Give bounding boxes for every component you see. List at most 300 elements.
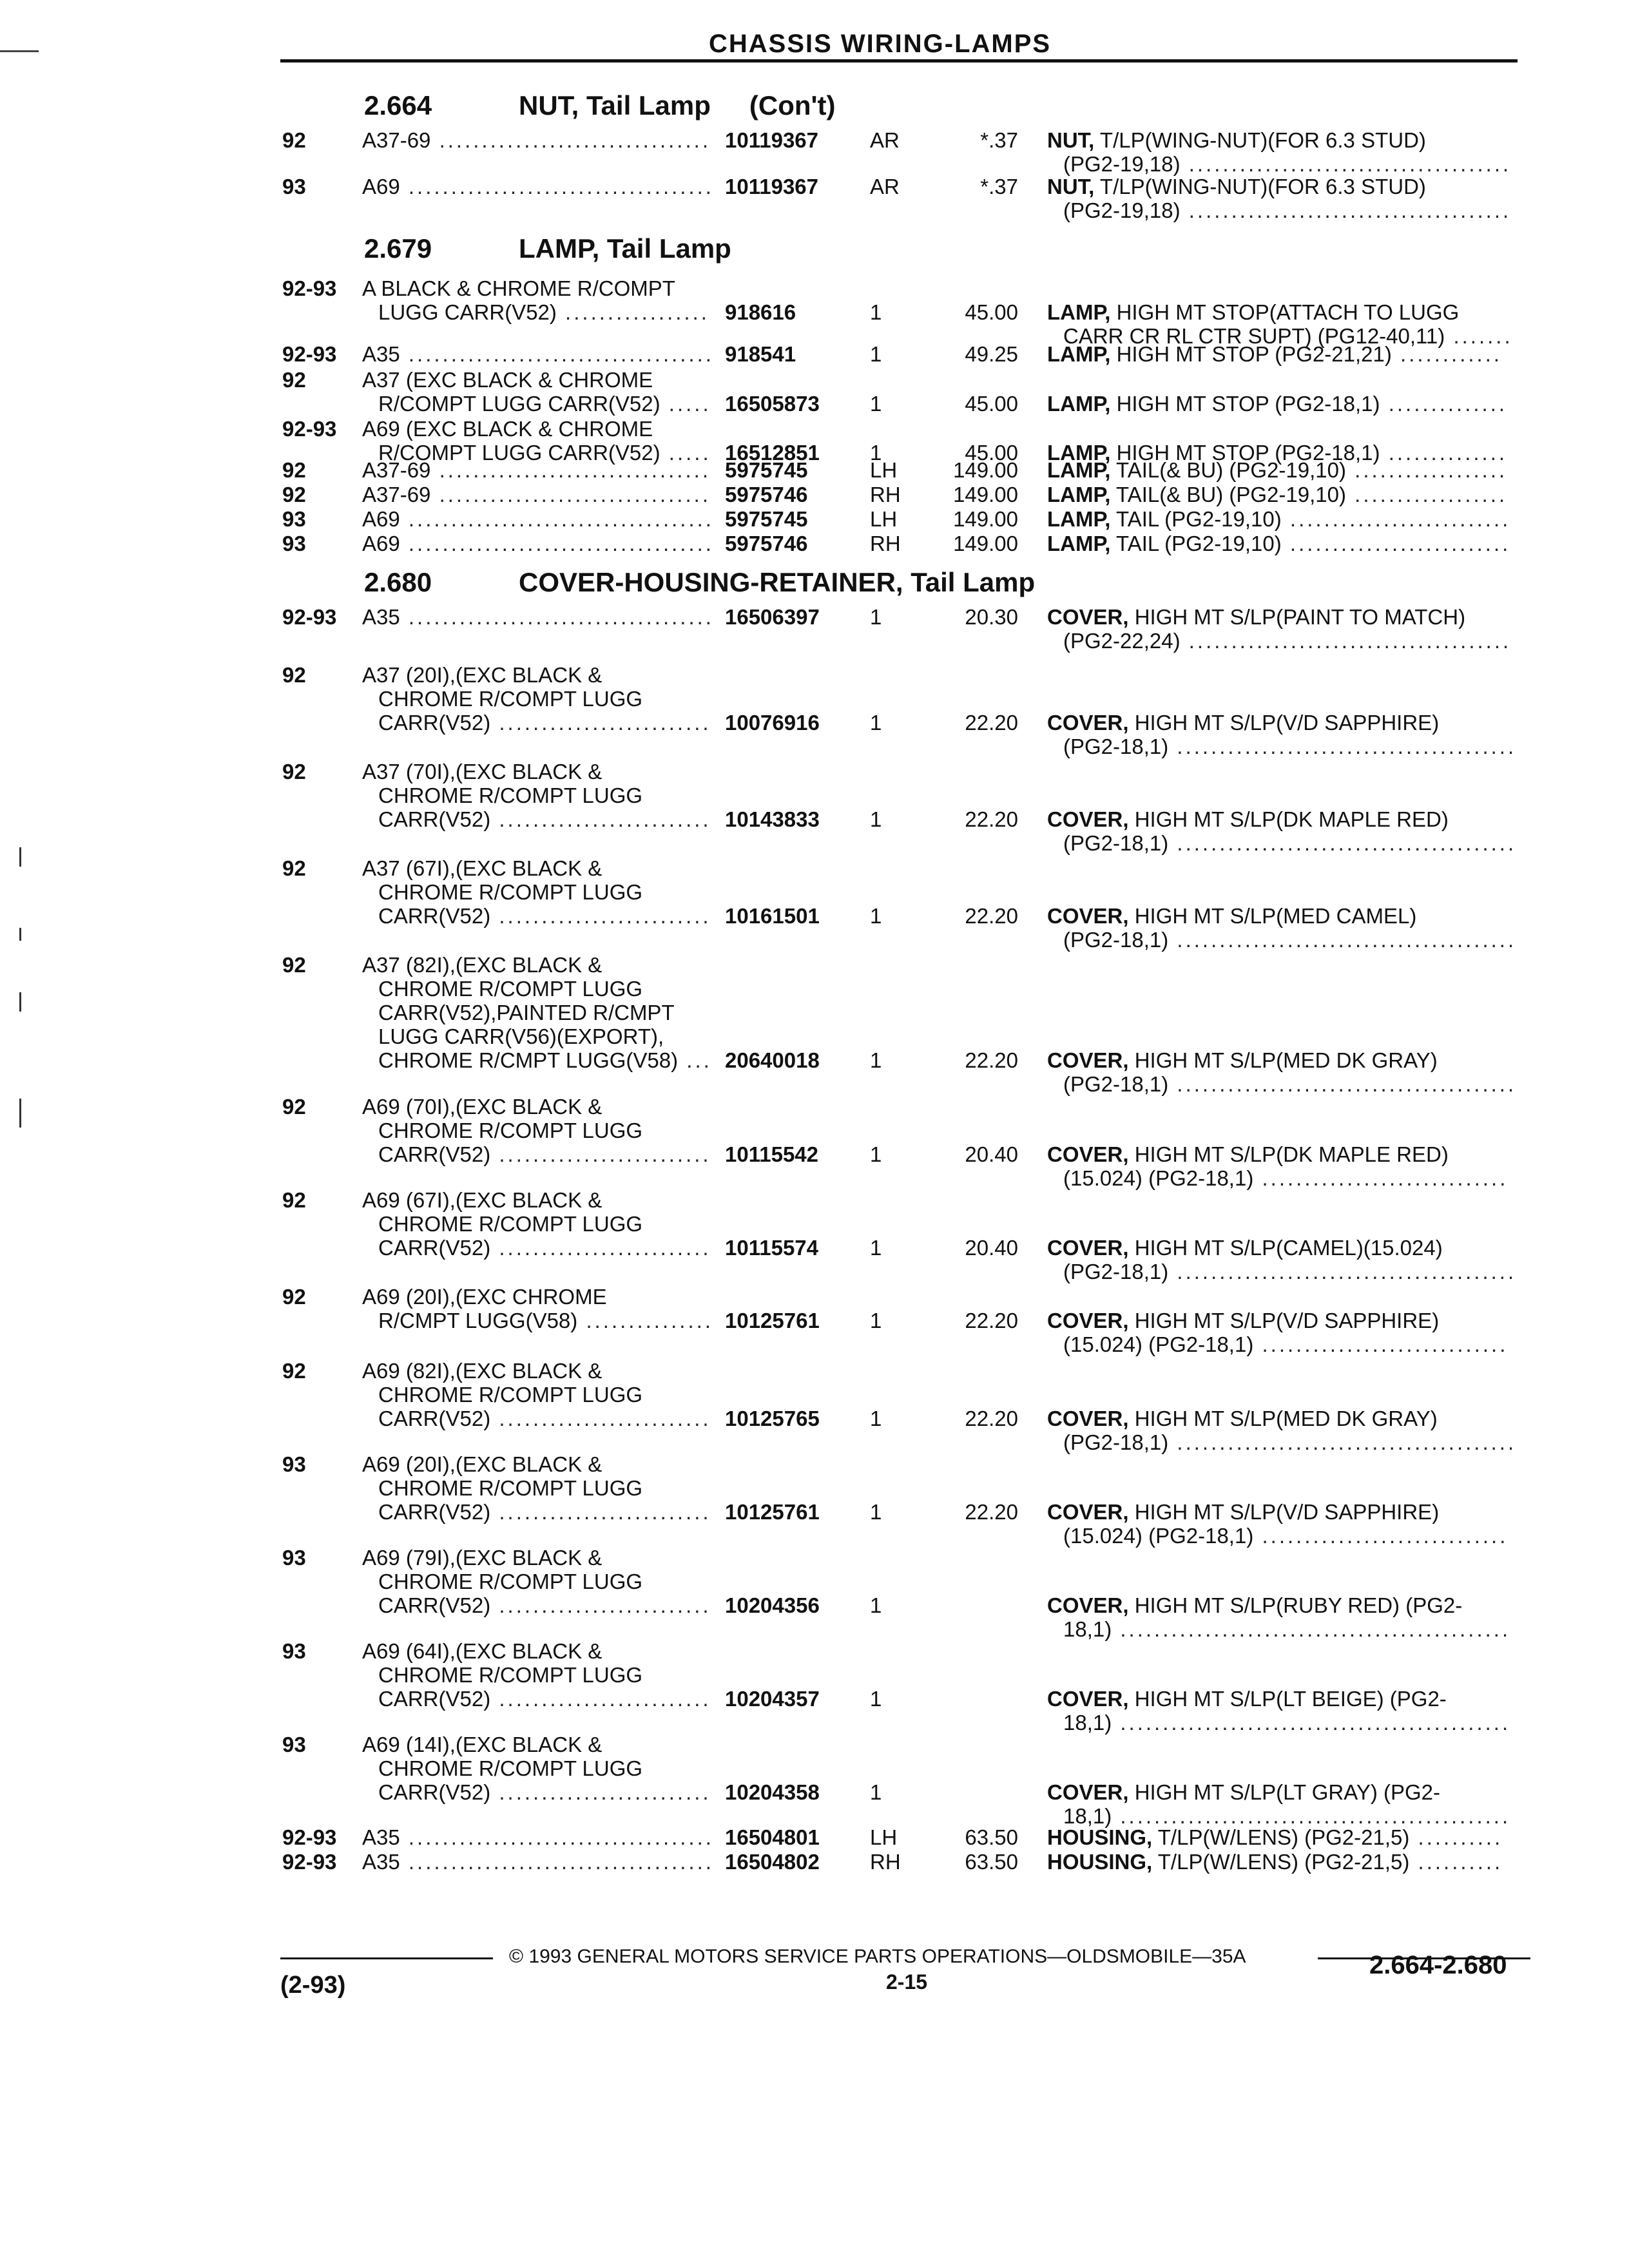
model-year: 92 (282, 663, 306, 687)
description-keyword: LAMP, (1047, 507, 1111, 531)
leader-dots: ......................... (490, 904, 711, 928)
leader-dots: ......................... (490, 1236, 711, 1260)
price: 20.30 (965, 605, 1018, 629)
model-line (362, 175, 714, 198)
model-line (362, 369, 653, 392)
leader-dots: .................................... (400, 507, 714, 531)
quantity: 1 (870, 1142, 882, 1166)
model-year: 92 (282, 760, 306, 783)
margin-mark (19, 847, 21, 867)
part-number: 10125761 (725, 1309, 820, 1332)
description-text: HIGH MT S/LP(MED CAMEL) (1134, 904, 1417, 928)
description-keyword: COVER, (1047, 904, 1129, 928)
part-number: 16506397 (725, 605, 820, 629)
description-keyword: LAMP, (1047, 532, 1111, 555)
leader-dots: .................. (1345, 483, 1508, 506)
leader-dots: ......................... (490, 1407, 711, 1430)
model-year: 92 (282, 1359, 306, 1383)
description-line (1063, 153, 1511, 176)
quantity: 1 (870, 605, 882, 629)
model-line (362, 1095, 602, 1119)
quantity: LH (870, 458, 898, 482)
leader-dots: ......................... (490, 1593, 711, 1617)
model-text: CHROME R/COMPT LUGG (378, 783, 643, 807)
leader-dots: .................. (1345, 458, 1508, 482)
description-text: HIGH MT S/LP(V/D SAPPHIRE) (1134, 711, 1440, 735)
description-text: TAIL(& BU) (PG2-19,10) (1115, 483, 1346, 506)
model-text: A37-69 (362, 483, 431, 506)
description-text: HIGH MT S/LP(LT BEIGE) (PG2- (1134, 1687, 1447, 1711)
leader-dots: ......................... (490, 1142, 711, 1166)
model-line (362, 129, 711, 152)
model-year: 92 (282, 483, 306, 506)
margin-mark (0, 50, 39, 52)
description-text: (15.024) (PG2-18,1) (1063, 1524, 1254, 1548)
description-line (1063, 1805, 1510, 1828)
quantity: LH (870, 507, 898, 531)
leader-dots: .............. (1380, 392, 1508, 416)
description-text: HIGH MT S/LP(DK MAPLE RED) (1134, 807, 1449, 831)
description-keyword: COVER, (1047, 1593, 1129, 1617)
description-text: HIGH MT S/LP(MED DK GRAY) (1134, 1407, 1438, 1430)
price: 20.40 (965, 1142, 1018, 1166)
description-text: HIGH MT S/LP(PAINT TO MATCH) (1134, 605, 1466, 629)
leader-dots: ................................ (430, 128, 711, 152)
model-line (378, 1213, 642, 1236)
price: 149.00 (953, 507, 1018, 531)
leader-dots: .............................................. (1112, 1804, 1511, 1828)
description-keyword: HOUSING, (1047, 1825, 1153, 1849)
description-text: 18,1) (1063, 1711, 1112, 1735)
description-line (1063, 1618, 1510, 1641)
description-line (1047, 1687, 1447, 1711)
description-line (1047, 175, 1426, 198)
quantity: 1 (870, 1407, 882, 1430)
model-line (378, 1001, 675, 1024)
model-text: CHROME R/COMPT LUGG (378, 1212, 643, 1236)
price: 45.00 (965, 441, 1018, 465)
description-keyword: COVER, (1047, 1407, 1129, 1430)
leader-dots: ........................................ (1168, 1430, 1517, 1454)
description-line (1047, 459, 1507, 482)
price: *.37 (980, 128, 1018, 152)
description-line (1047, 532, 1510, 555)
description-line (1063, 735, 1516, 758)
model-text: CARR(V52) (378, 1687, 491, 1711)
footer-page-number: 2-15 (886, 1970, 928, 1994)
model-line (362, 606, 714, 629)
price: 22.20 (965, 807, 1018, 831)
leader-dots: ...................................... (1180, 152, 1512, 176)
model-text: A69 (20I),(EXC CHROME (362, 1285, 607, 1309)
model-line (378, 1781, 711, 1804)
leader-dots: ............................. (1253, 1332, 1509, 1356)
leader-dots: ...................................... (1180, 198, 1512, 222)
description-text: HIGH MT S/LP(V/D SAPPHIRE) (1134, 1500, 1440, 1524)
price: 22.20 (965, 904, 1018, 928)
model-text: A35 (362, 342, 400, 366)
quantity: 1 (870, 904, 882, 928)
model-text: CARR(V52) (378, 1236, 491, 1260)
part-number: 10119367 (725, 175, 819, 198)
part-number: 10143833 (725, 807, 820, 831)
description-keyword: LAMP, (1047, 458, 1111, 482)
description-text: (PG2-18,1) (1063, 928, 1169, 952)
part-number: 10204357 (725, 1687, 820, 1711)
section-number: 2.679 (364, 233, 432, 264)
model-text: CHROME R/COMPT LUGG (378, 687, 643, 711)
model-text: CARR(V52) (378, 711, 491, 735)
leader-dots: .................................... (400, 1825, 714, 1849)
model-year: 92-93 (282, 342, 337, 366)
model-line (378, 1383, 642, 1407)
model-text: A37 (70I),(EXC BLACK & (362, 760, 602, 783)
model-text: A37 (82I),(EXC BLACK & (362, 953, 602, 977)
leader-dots: .................................... (400, 1850, 714, 1874)
model-line (378, 711, 711, 735)
section-number: 2.664 (364, 90, 432, 120)
model-year: 93 (282, 507, 306, 531)
description-text: HIGH MT STOP (PG2-21,21) (1116, 342, 1392, 366)
part-number: 10115574 (725, 1236, 819, 1260)
leader-dots: ......................... (490, 1780, 711, 1804)
model-text: A35 (362, 605, 400, 629)
description-line (1063, 1260, 1516, 1283)
description-line (1063, 1431, 1516, 1454)
model-text: CHROME R/COMPT LUGG (378, 1119, 643, 1142)
quantity: 1 (870, 1687, 882, 1711)
footer-copyright: © 1993 GENERAL MOTORS SERVICE PARTS OPERATIONS—OLDSMOBILE—35A (509, 1946, 1246, 1967)
quantity: RH (870, 483, 901, 506)
model-year: 92 (282, 1188, 306, 1212)
margin-mark (19, 992, 21, 1012)
model-text: A69 (64I),(EXC BLACK & (362, 1639, 602, 1663)
description-line (1047, 711, 1439, 735)
description-text: TAIL (PG2-19,10) (1115, 507, 1282, 531)
price: 149.00 (953, 483, 1018, 506)
price: 63.50 (965, 1850, 1018, 1874)
quantity: 1 (870, 1236, 882, 1260)
model-text: A37-69 (362, 458, 431, 482)
price: 149.00 (953, 532, 1018, 555)
description-line (1047, 343, 1502, 366)
description-text: (PG2-18,1) (1063, 1072, 1169, 1096)
quantity: 1 (870, 711, 882, 735)
description-line (1047, 508, 1510, 531)
leader-dots: .................................... (400, 532, 714, 555)
model-year: 92 (282, 1285, 306, 1309)
description-line (1047, 483, 1507, 506)
footer-date: (2-93) (280, 1972, 346, 1999)
price: 22.20 (965, 1407, 1018, 1430)
part-number: 10204358 (725, 1780, 820, 1804)
description-keyword: COVER, (1047, 1687, 1129, 1711)
description-line (1047, 392, 1507, 416)
model-line (378, 1664, 642, 1687)
leader-dots: ......................... (490, 1500, 711, 1524)
model-text: CARR(V52) (378, 1142, 491, 1166)
description-text: TAIL(& BU) (PG2-19,10) (1115, 458, 1346, 482)
description-line (1063, 1073, 1516, 1096)
description-line (1047, 1826, 1503, 1849)
description-line (1047, 1850, 1503, 1874)
model-year: 92-93 (282, 417, 337, 441)
margin-mark (19, 928, 21, 941)
description-line (1063, 1524, 1508, 1548)
model-text: CHROME R/COMPT LUGG (378, 1756, 643, 1780)
model-line (362, 1285, 607, 1309)
model-text: A37-69 (362, 128, 431, 152)
leader-dots: ............................. (1253, 1524, 1509, 1548)
model-text: A BLACK & CHROME R/COMPT (362, 276, 675, 300)
model-year: 93 (282, 532, 306, 555)
leader-dots: .......................... (1281, 507, 1511, 531)
quantity: AR (870, 128, 900, 152)
model-line (378, 1687, 711, 1711)
price: 49.25 (965, 342, 1018, 366)
price: 20.40 (965, 1236, 1018, 1260)
section-suffix: (Con't) (749, 90, 836, 120)
description-text: HIGH MT S/LP(LT GRAY) (PG2- (1134, 1780, 1440, 1804)
description-text: (PG2-18,1) (1063, 735, 1169, 758)
model-line (362, 508, 714, 531)
model-line (378, 1119, 642, 1142)
model-line (378, 808, 711, 831)
description-text: 18,1) (1063, 1617, 1112, 1641)
description-keyword: COVER, (1047, 1236, 1129, 1260)
description-text: T/LP(W/LENS) (PG2-21,5) (1157, 1850, 1410, 1874)
model-text: CARR(V52) (378, 807, 491, 831)
model-text: A69 (20I),(EXC BLACK & (362, 1452, 602, 1476)
model-text: A69 (362, 175, 400, 198)
description-line (1063, 1167, 1508, 1190)
model-line (362, 1733, 602, 1756)
model-line (362, 1546, 602, 1570)
section-title: COVER-HOUSING-RETAINER, Tail Lamp (519, 567, 1036, 597)
description-text: 18,1) (1063, 1804, 1112, 1828)
leader-dots: .............................................. (1112, 1711, 1511, 1735)
leader-dots: ................................ (430, 458, 711, 482)
leader-dots: .......................... (1281, 532, 1511, 555)
part-number: 16505873 (725, 392, 820, 416)
leader-dots: ........................................ (1168, 735, 1517, 758)
model-text: A35 (362, 1825, 400, 1849)
model-text: A69 (EXC BLACK & CHROME (362, 417, 653, 441)
model-line (362, 1850, 714, 1874)
description-line (1047, 1049, 1438, 1072)
leader-dots: ........................................ (1168, 1072, 1517, 1096)
leader-dots: .......... (1409, 1850, 1503, 1874)
footer-section-range: 2.664-2.680 (1369, 1951, 1507, 1979)
description-text: CARR CR RL CTR SUPT) (PG12-40,11) (1063, 324, 1445, 348)
description-text: HIGH MT STOP (PG2-18,1) (1116, 392, 1380, 416)
model-line (362, 1189, 602, 1212)
model-line (378, 1236, 711, 1260)
model-text: A37 (20I),(EXC BLACK & (362, 663, 602, 687)
model-line (378, 392, 711, 416)
model-line (362, 1640, 602, 1663)
description-line (1047, 808, 1449, 831)
description-keyword: COVER, (1047, 1500, 1129, 1524)
price: 63.50 (965, 1825, 1018, 1849)
model-text: A69 (67I),(EXC BLACK & (362, 1188, 602, 1212)
quantity: 1 (870, 1780, 882, 1804)
description-text: T/LP(W/LENS) (PG2-21,5) (1157, 1825, 1410, 1849)
model-text: LUGG CARR(V56)(EXPORT), (378, 1024, 664, 1048)
leader-dots: ........................................ (1168, 928, 1517, 952)
model-text: A69 (362, 507, 400, 531)
model-line (362, 760, 602, 783)
quantity: 1 (870, 441, 882, 465)
description-line (1047, 129, 1426, 152)
description-line (1063, 1333, 1508, 1356)
model-year: 92 (282, 128, 306, 152)
description-keyword: LAMP, (1047, 300, 1111, 324)
price: 45.00 (965, 392, 1018, 416)
model-line (362, 343, 714, 366)
description-line (1047, 1143, 1449, 1166)
description-text: HIGH MT STOP (PG2-18,1) (1116, 441, 1380, 465)
model-line (378, 881, 642, 904)
description-keyword: COVER, (1047, 1048, 1129, 1072)
model-text: A69 (362, 532, 400, 555)
leader-dots: ....... (1445, 324, 1513, 348)
description-keyword: NUT, (1047, 128, 1095, 152)
part-number: 10076916 (725, 711, 820, 735)
description-line (1047, 1501, 1439, 1524)
model-year: 92 (282, 1095, 306, 1119)
description-text: HIGH MT STOP(ATTACH TO LUGG (1116, 300, 1460, 324)
model-year: 92 (282, 856, 306, 880)
description-text: T/LP(WING-NUT)(FOR 6.3 STUD) (1099, 128, 1426, 152)
quantity: RH (870, 532, 901, 555)
description-line (1047, 1236, 1443, 1260)
model-year: 92 (282, 368, 306, 392)
model-line (362, 1360, 602, 1383)
description-keyword: HOUSING, (1047, 1850, 1153, 1874)
description-text: (PG2-19,18) (1063, 198, 1181, 222)
part-number: 16504802 (725, 1850, 820, 1874)
model-line (378, 1143, 711, 1166)
model-text: CHROME R/COMPT LUGG (378, 880, 643, 904)
description-line (1047, 1407, 1438, 1430)
part-number: 10115542 (725, 1142, 819, 1166)
leader-dots: .............................................. (1112, 1617, 1511, 1641)
model-year: 92-93 (282, 605, 337, 629)
part-number: 5975746 (725, 483, 808, 506)
leader-dots: ..... (660, 441, 711, 465)
quantity: LH (870, 1825, 898, 1849)
page-header-title: CHASSIS WIRING-LAMPS (709, 30, 1052, 58)
price: 22.20 (965, 711, 1018, 735)
description-text: HIGH MT S/LP(RUBY RED) (PG2- (1134, 1593, 1463, 1617)
quantity: RH (870, 1850, 901, 1874)
price: 22.20 (965, 1309, 1018, 1332)
model-line (362, 1826, 714, 1849)
description-text: (15.024) (PG2-18,1) (1063, 1332, 1254, 1356)
model-line (378, 977, 642, 1001)
model-text: CARR(V52) (378, 1593, 491, 1617)
model-line (378, 1570, 642, 1593)
description-line (1063, 832, 1516, 855)
part-number: 5975745 (725, 458, 808, 482)
part-number: 5975745 (725, 507, 808, 531)
leader-dots: ...................................... (1180, 629, 1512, 653)
model-text: CARR(V52) (378, 904, 491, 928)
model-year: 92-93 (282, 1825, 337, 1849)
model-year: 92-93 (282, 1850, 337, 1874)
leader-dots: ......................... (490, 807, 711, 831)
model-text: CHROME R/COMPT LUGG (378, 977, 643, 1001)
section-title: NUT, Tail Lamp (519, 90, 711, 120)
quantity: 1 (870, 807, 882, 831)
description-keyword: LAMP, (1047, 441, 1111, 465)
leader-dots: ............... (577, 1309, 713, 1332)
quantity: 1 (870, 1500, 882, 1524)
model-text: R/COMPT LUGG CARR(V52) (378, 392, 660, 416)
description-line (1047, 301, 1459, 324)
description-line (1047, 1309, 1439, 1332)
model-text: CHROME R/COMPT LUGG (378, 1476, 643, 1500)
description-keyword: COVER, (1047, 807, 1129, 831)
quantity: 1 (870, 300, 882, 324)
part-number: 10204356 (725, 1593, 820, 1617)
description-keyword: COVER, (1047, 711, 1129, 735)
model-year: 92-93 (282, 276, 337, 300)
model-text: R/COMPT LUGG CARR(V52) (378, 441, 660, 465)
description-text: (PG2-18,1) (1063, 1260, 1169, 1283)
model-line (362, 664, 602, 687)
model-text: CARR(V52) (378, 1780, 491, 1804)
leader-dots: .................................... (400, 605, 714, 629)
model-line (378, 1025, 664, 1048)
model-text: CARR(V52),PAINTED R/CMPT (378, 1001, 675, 1024)
margin-mark (19, 1099, 21, 1128)
quantity: 1 (870, 1593, 882, 1617)
description-text: (15.024) (PG2-18,1) (1063, 1166, 1254, 1190)
model-year: 92 (282, 458, 306, 482)
leader-dots: .................................... (400, 175, 714, 198)
quantity: 1 (870, 1309, 882, 1332)
description-text: (PG2-19,18) (1063, 152, 1181, 176)
leader-dots: ... (678, 1048, 712, 1072)
quantity: AR (870, 175, 900, 198)
leader-dots: ......................... (490, 711, 711, 735)
price: 45.00 (965, 300, 1018, 324)
description-line (1063, 629, 1511, 653)
part-number: 918541 (725, 342, 796, 366)
description-line (1063, 1711, 1510, 1735)
description-keyword: COVER, (1047, 1142, 1129, 1166)
description-line (1047, 905, 1416, 928)
description-keyword: NUT, (1047, 175, 1095, 198)
price: 149.00 (953, 458, 1018, 482)
model-line (378, 1757, 642, 1780)
description-text: HIGH MT S/LP(V/D SAPPHIRE) (1134, 1309, 1440, 1332)
leader-dots: ......................... (490, 1687, 711, 1711)
price: *.37 (980, 175, 1018, 198)
leader-dots: ........................................ (1168, 831, 1517, 855)
description-keyword: LAMP, (1047, 392, 1111, 416)
description-keyword: LAMP, (1047, 483, 1111, 506)
description-line (1047, 606, 1465, 629)
description-text: (PG2-18,1) (1063, 1430, 1169, 1454)
leader-dots: ............................. (1253, 1166, 1509, 1190)
model-text: CARR(V52) (378, 1407, 491, 1430)
section-title: LAMP, Tail Lamp (519, 233, 731, 264)
part-number: 10125765 (725, 1407, 820, 1430)
leader-dots: .................................... (400, 342, 714, 366)
